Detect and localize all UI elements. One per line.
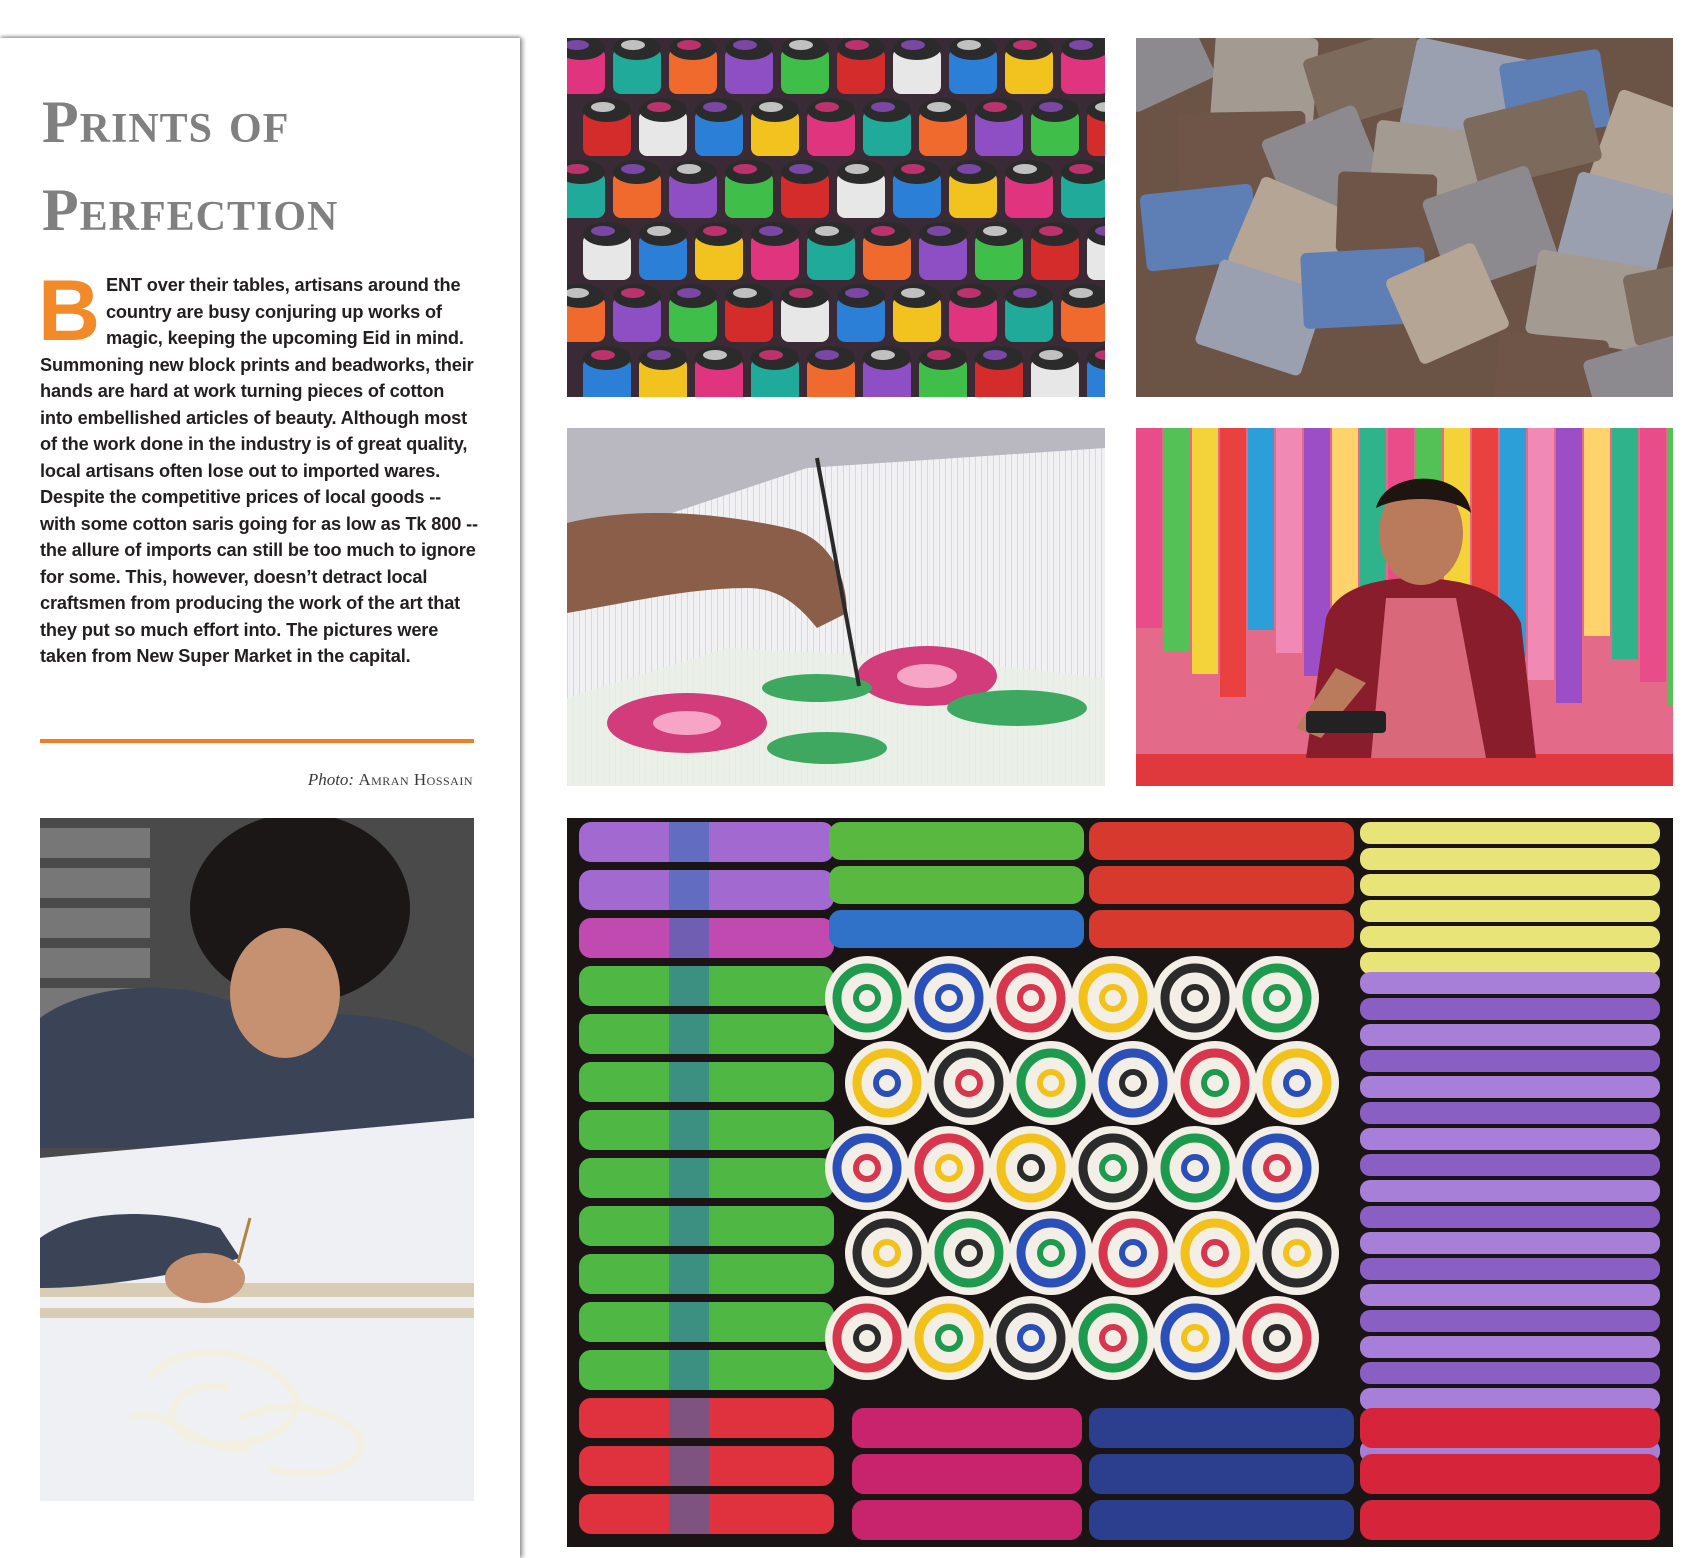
photo-credit-prefix: Photo: — [307, 770, 355, 789]
photo-stacked-printed-fabrics — [567, 818, 1673, 1547]
photo-paint-jars — [567, 38, 1105, 397]
photo-credit — [308, 770, 473, 790]
photo-artisan-beadwork — [40, 818, 474, 1501]
photo-hand-painting-fabric — [567, 428, 1105, 786]
photo-wooden-print-blocks — [1136, 38, 1673, 397]
photographer-name: Amran Hossain — [358, 770, 473, 789]
divider-rule — [40, 739, 474, 743]
article-body-text: ENT over their tables, artisans around the country are busy conjuring up works of magic, keeping the upcoming Eid in mind. Summoning new block prints and beadworks, their hands are hard at work turning pieces of cotton into embellished articles of beauty. Although most of the work done in the industry is of great quality, local artisans often lose out to imported wares. Despite the competitive prices of local goods -- with some cotton saris going for as low as Tk 800 -- the allure of imports can still be too much to ignore for some. This, however, doesn’t detract local craftsmen from producing the work of the art that they put so much effort into. The pictures were taken from New Super Market in the capital. — [40, 275, 478, 666]
drop-cap: B — [38, 263, 100, 359]
headline — [42, 78, 338, 254]
photo-young-man-block-printing — [1136, 428, 1673, 786]
headline-line-1: Prints of — [42, 89, 290, 155]
headline-line-2: Perfection — [42, 177, 339, 243]
article-body — [38, 263, 478, 670]
